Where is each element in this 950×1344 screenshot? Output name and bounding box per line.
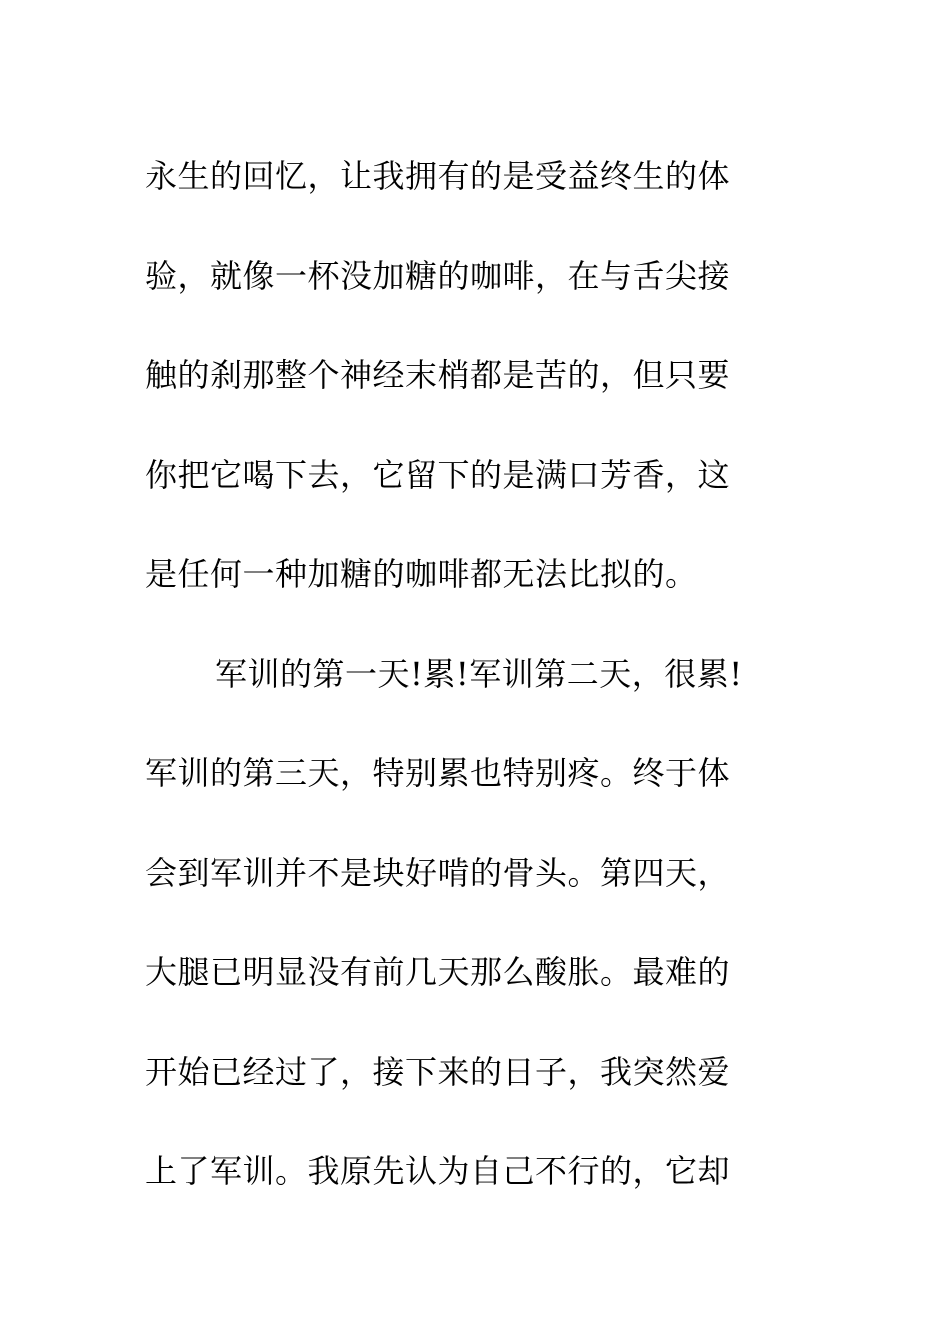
text-line: 验，就像一杯没加糖的咖啡，在与舌尖接 bbox=[145, 256, 731, 295]
text-line: 永生的回忆，让我拥有的是受益终生的体 bbox=[145, 157, 731, 195]
text-line: 大腿已明显没有前几天那么酸胀。最难的 bbox=[145, 953, 731, 991]
paragraph-start-line: 军训的第一天!累!军训第二天，很累! bbox=[215, 654, 743, 693]
text-line: 是任何一种加糖的咖啡都无法比拟的。 bbox=[145, 555, 698, 593]
text-line: 会到军训并不是块好啃的骨头。第四天， bbox=[145, 853, 731, 892]
text-line: 军训的第三天，特别累也特别疼。终于体 bbox=[145, 754, 731, 792]
text-line: 你把它喝下去，它留下的是满口芳香，这 bbox=[145, 455, 731, 494]
text-line: 触的刹那整个神经末梢都是苦的，但只要 bbox=[145, 356, 731, 394]
body-text bbox=[145, 127, 805, 1222]
text-line: 上了军训。我原先认为自己不行的，它却 bbox=[145, 1152, 731, 1190]
text-line: 开始已经过了，接下来的日子，我突然爱 bbox=[145, 1052, 731, 1091]
